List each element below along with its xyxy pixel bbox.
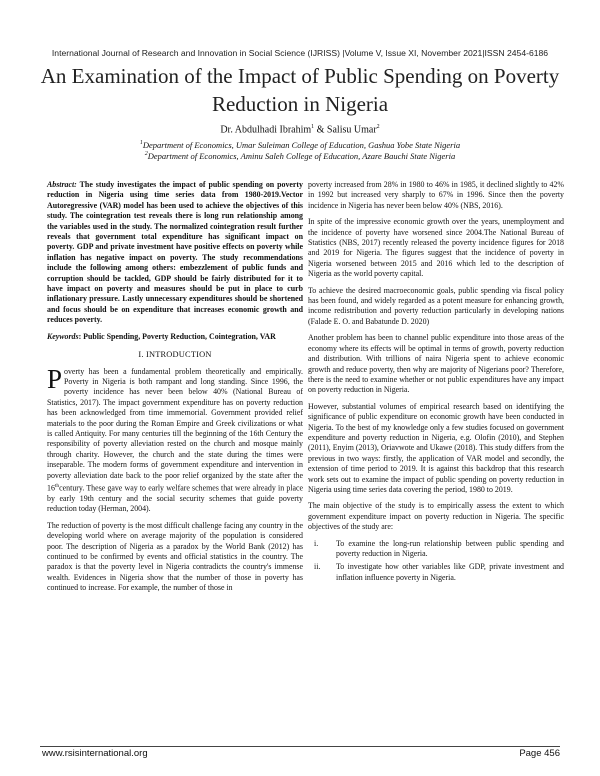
journal-header: International Journal of Research and Innovation in Social Science (IJRISS) |Volume V, Issue XI, November 2021|ISSN 2454-6186 <box>51 48 549 58</box>
abstract-text: The study investigates the impact of public spending on poverty reduction in Nigeria using time series data from 1980-2019.Vector Autoregressive (VAR) model has been used to achieve the objectives of this study. The cointegration test reveals there is long run relationship among the variables used in the study. The normalized cointegration result further reveals that government total expenditure has significant impact on poverty. GDP and private investment have positive effects on poverty while inflation has negative impact on poverty. The study recommendations include the following among others: embezzlement of public funds and corruption should be tackled, GDP should be fairly distributed for it to have impact on poverty and measures should be put in place to curb inflationary pressure. Lastly unnecessary expenditures should be shortened and focus should be on expenditure that increases economic growth and reduces poverty. <box>47 180 303 325</box>
section-heading: I. INTRODUCTION <box>138 350 212 360</box>
right-paragraph-3: To achieve the desired macroeconomic goals, public spending via fiscal policy has been found, and widely regarded as a potent measure for enhancing growth, income redistribution and poverty reduction particularly in developing nations (Falade E. O. and Babatunde D. 2020) <box>308 285 564 326</box>
keywords-text: : Public Spending, Poverty Reduction, Cointegration, VAR <box>78 331 276 341</box>
intro-paragraph-1: Poverty has been a fundamental problem theoretically and empirically. Poverty in Nigeria is both rampant and long standing. Since 1996, the poverty incidence has never been below 40% (National Bureau of Statistics, 2017). The impact government expenditure has on poverty reduction has been acknowledged from time immemorial. Government provided relief materials to the poor during the Roman Empire and Greek civilizations or what is called Antiquity. For many centuries till the beginning of the 16th Century the responsibility of poverty alleviation rested on the church and mosque mainly through charity. However, the church and the state during the times were inseparable. The modern forms of government expenditure and intervention in poverty alleviation date back to the poor relief organized by the state after the 16thcentury. These gave way to early welfare schemes that were already in place by early 19th century and the social security schemes that guide poverty reduction today (Herman, 2004). <box>47 363 303 514</box>
keywords-label: Keywords <box>47 331 79 341</box>
abstract <box>47 180 303 326</box>
author-1-sup: 1 <box>311 124 315 130</box>
objectives-list <box>308 539 564 584</box>
author-1: Dr. Abdulhadi Ibrahim <box>220 124 312 136</box>
affiliation-2: $^2$Department of Economics, Aminu Saleh College of Education, Azare Bauchi State Nigeria <box>144 151 456 161</box>
right-column <box>308 180 564 586</box>
author-2: & Salisu Umar <box>314 124 377 136</box>
author-2-sup: 2 <box>376 124 380 130</box>
footer-divider <box>40 746 560 747</box>
list-item: ii. To investigate how other variables like GDP, private investment and inflation influence poverty in Nigeria. <box>314 562 564 582</box>
abstract-label: Abstract: <box>47 180 77 189</box>
footer-url: www.rsisinternational.org <box>42 748 148 759</box>
right-paragraph-2: In spite of the impressive economic growth over the years, unemployment and the incidence of poverty have worsened since 2004.The National Bureau of Statistics (NBS, 2017) recently released the poverty incidence figures for 2018 and 2019 for Nigeria. The figures suggest that the incidence of poverty in Nigeria worsened between 2015 and 2016 which led to the description of Nigeria as the world poverty capital. <box>308 217 564 279</box>
right-paragraph-5: However, substantial volumes of empirical research based on identifying the significance of public expenditure on economic growth have been conducted in Nigeria. To the best of my knowledge only a few studies focused on government expenditure and poverty reduction in Nigeria, e.g. Olofin (2010), and Stephen (2011), Enyim (2013), Oriavwote and Ukawe (2018). This study differs from the previous in two ways: firstly, the application of VAR model and secondly, the extension of time period to 2019. It is against this backdrop that this research work sets out to examine the impact of public spending on poverty reduction in Nigeria using time series data covering the period, 1980 to 2019. <box>308 401 564 494</box>
right-paragraph-4: Another problem has been to channel public expenditure into those areas of the economy where its effects will be optimal in terms of growth, poverty reduction and distribution. With trillions of naira Nigeria spent to achieve economic growth and reduce poverty, then why are majority of Nigerians poor? Therefore, there is the need to examine whether or not public expenditures have any impact on poverty reduction in Nigeria. <box>308 333 564 395</box>
intro-paragraph-2: The reduction of poverty is the most difficult challenge facing any country in the developing world where on average majority of the population is considered poor. The description of Nigeria as a paradox by the World Bank (2012) has continued to be confirmed by events and official statistics in the country. The paradox is that the poverty level in Nigeria contradicts the country's immense wealth. Evidences in Nigeria show that the number of those in poverty has continued to increase. For example, the number of those in <box>47 520 303 593</box>
drop-cap: P <box>47 363 63 394</box>
list-item: i. To examine the long-run relationship between public spending and poverty reduction in Nigeria. <box>314 538 564 558</box>
left-column <box>47 180 303 600</box>
affiliation-1: $^1$Department of Economics, Umar Suleiman College of Education, Gashua Yobe State Nigeria <box>139 140 461 150</box>
right-paragraph-6: The main objective of the study is to empirically assess the extent to which government expenditure impact on poverty reduction in Nigeria. The specific objectives of the study are: <box>308 501 564 532</box>
page-number: Page 456 <box>519 748 560 759</box>
authors <box>0 124 600 135</box>
paper-title: An Examination of the Impact of Public Spending on Poverty Reduction in Nigeria <box>40 64 560 116</box>
keywords <box>47 332 303 342</box>
right-paragraph-1: poverty increased from 28% in 1980 to 46% in 1985, it declined slightly to 42% in 1992 but increased very sharply to 67% in 1996. Since then the poverty incidence in Nigeria has never been below 40% (NBS, 2016). <box>308 180 564 210</box>
